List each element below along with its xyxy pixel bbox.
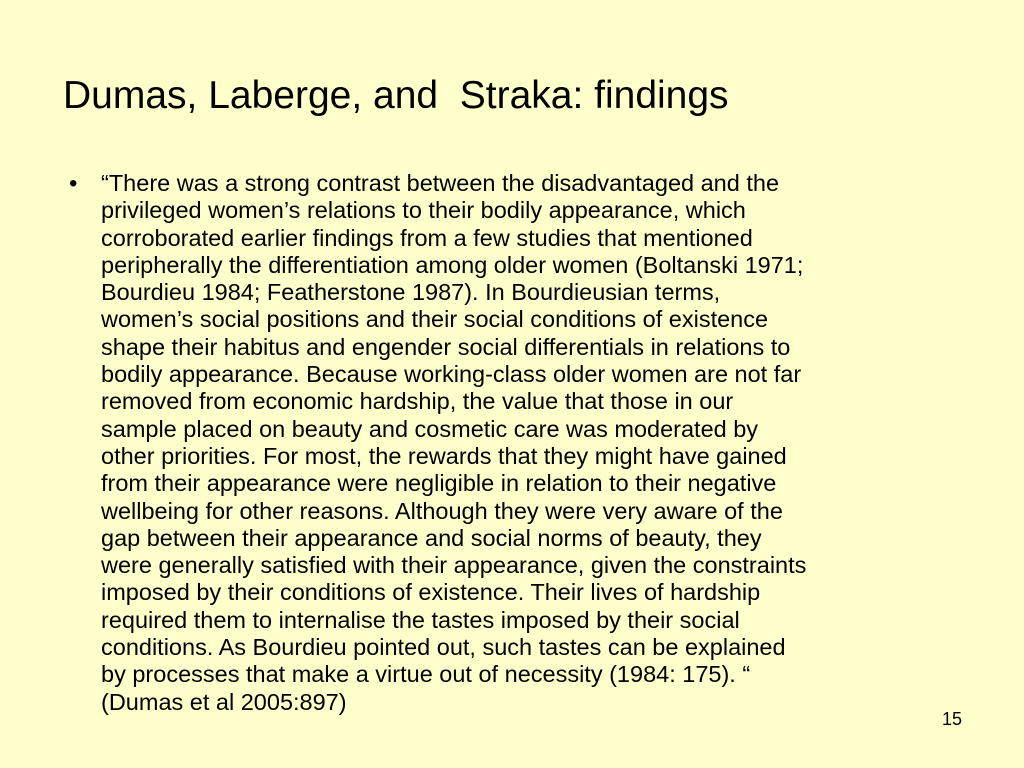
slide-number: 15 (941, 709, 962, 729)
slide-title: Dumas, Laberge, and Straka: findings (63, 74, 729, 117)
bullet-marker: • (69, 170, 78, 197)
bullet-list (69, 170, 969, 716)
bullet-item (69, 170, 969, 716)
quote-text: “There was a strong contrast between the disadvantaged and the privileged women’s relations to their bodily appearance, which corroborated earlier findings from a few studies that mentioned peripherally the differentiation among older women (Boltanski 1971; Bourdieu 1984; Featherstone 1987). In Bourdieusian terms, women’s social positions and their social conditions of existence shape their habitus and engender social differentials in relations to bodily appearance. Because working-class older women are not far removed from economic hardship, the value that those in our sample placed on beauty and cosmetic care was moderated by other priorities. For most, the rewards that they might have gained from their appearance were negligible in relation to their negative wellbeing for other reasons. Although they were very aware of the gap between their appearance and social norms of beauty, they were generally satisfied with their appearance, given the constraints imposed by their conditions of existence. Their lives of hardship required them to internalise the tastes imposed by their social conditions. As Bourdieu pointed out, such tastes can be explained by processes that make a virtue out of necessity (1984: 175). “ (Dumas et al 2005:897) (101, 170, 807, 715)
